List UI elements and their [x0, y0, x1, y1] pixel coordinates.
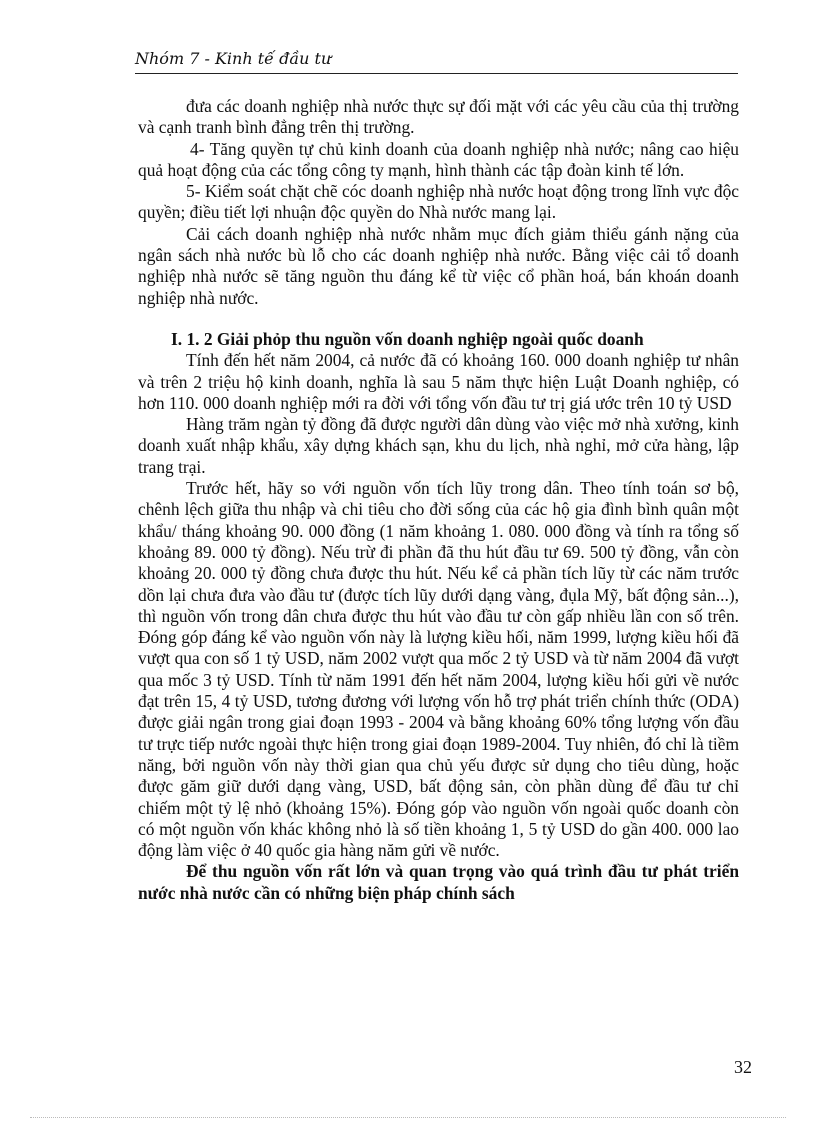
paragraph-conclusion: Để thu nguồn vốn rất lớn và quan trọng vào quá trình đầu tư phát triển nước nhà nước cần có những biện pháp chính sách [138, 861, 739, 903]
header-title: Nhóm 7 - Kinh tế đầu tư [135, 49, 332, 68]
section-heading: I. 1. 2 Giải phỏp thu nguồn vốn doanh nghiệp ngoài quốc doanh [171, 328, 644, 349]
page-number: 32 [734, 1057, 752, 1077]
page-header [135, 47, 738, 74]
paragraph-private-enterprises: Tính đến hết năm 2004, cả nước đã có khoảng 160. 000 doanh nghiệp tư nhân và trên 2 triệu hộ kinh doanh, nghĩa là sau 5 năm thực hiện Luật Doanh nghiệp, có hơn 110. 000 doanh nghiệp mới ra đời với tổng vốn đầu tư trị giá ước trên 10 tỷ USD [138, 350, 739, 413]
paragraph-reform: Cải cách doanh nghiệp nhà nước nhằm mục đích giảm thiểu gánh nặng của ngân sách nhà nước bù lỗ cho các doanh nghiệp nhà nước. Bằng việc cải tổ doanh nghiệp nhà nước sẽ tăng nguồn thu đáng kể từ việc cổ phần hoá, bán khoán doanh nghiệp nhà nước. [138, 223, 739, 308]
paragraph-savings: Trước hết, hãy so với nguồn vốn tích lũy trong dân. Theo tính toán sơ bộ, chênh lệch giữa thu nhập và chi tiêu cho đời sống của các hộ gia đình bình quân một khẩu/ tháng khoảng 90. 000 đồng (1 năm khoảng 1. 080. 000 đồng và tính ra tổng số khoảng 89. 000 tỷ đồng). Nếu trừ đi phần đã thu hút đầu tư 69. 500 tỷ đồng, vẫn còn khoảng 20. 000 tỷ đồng chưa được thu hút. Nếu kể cả phần tích lũy từ các năm trước dồn lại chưa đưa vào đầu tư (được tích lũy dưới dạng vàng, đụla Mỹ, bất động sản...), thì nguồn vốn trong dân chưa được thu hút vào đầu tư còn gấp nhiều lần con số trên. Đóng góp đáng kể vào nguồn vốn này là lượng kiều hối, năm 1999, lượng kiều hối đã vượt qua con số 1 tỷ USD, năm 2002 vượt qua mốc 2 tỷ USD và từ năm 2004 đã vượt qua mốc 3 tỷ USD. Tính từ năm 1991 đến hết năm 2004, lượng kiều hối gửi về nước đạt trên 15, 4 tỷ USD, tương đương với lượng vốn hỗ trợ phát triển chính thức (ODA) được giải ngân trong giai đoạn 1993 - 2004 và bằng khoảng 60% tổng lượng vốn đầu tư trực tiếp nước ngoài thực hiện trong giai đoạn 1989-2004. Tuy nhiên, đó chỉ là tiềm năng, bởi nguồn vốn này thời gian qua chủ yếu được sử dụng cho tiêu dùng, hoặc được găm giữ dưới dạng vàng, USD, bất động sản, còn phần dùng để đầu tư chỉ chiếm một tỷ lệ nhỏ (khoảng 15%). Đóng góp vào nguồn vốn ngoài quốc doanh còn có một nguồn vốn khác không nhỏ là số tiền khoảng 1, 5 tỷ USD do gần 400. 000 lao động làm việc ở 40 quốc gia hàng năm gửi về nước. [138, 478, 739, 861]
body-text [138, 96, 739, 904]
paragraph-item-4: 4- Tăng quyền tự chủ kinh doanh của doanh nghiệp nhà nước; nâng cao hiệu quả hoạt động của các tổng công ty mạnh, hình thành các tập đoàn kinh tế lớn. [138, 138, 739, 180]
paragraph-continuation: đưa các doanh nghiệp nhà nước thực sự đối mặt với các yêu cầu của thị trường và cạnh tranh bình đẳng trên thị trường. [138, 96, 739, 138]
paragraph-investment: Hàng trăm ngàn tỷ đồng đã được người dân dùng vào việc mở nhà xưởng, kinh doanh xuất nhập khẩu, xây dựng khách sạn, khu du lịch, nhà nghỉ, mở cửa hàng, lập trang trại. [138, 414, 739, 477]
paragraph-item-5: 5- Kiểm soát chặt chẽ cóc doanh nghiệp nhà nước hoạt động trong lĩnh vực độc quyền; điều tiết lợi nhuận độc quyền do Nhà nước mang lại. [138, 181, 739, 223]
footer-divider [30, 1117, 786, 1118]
